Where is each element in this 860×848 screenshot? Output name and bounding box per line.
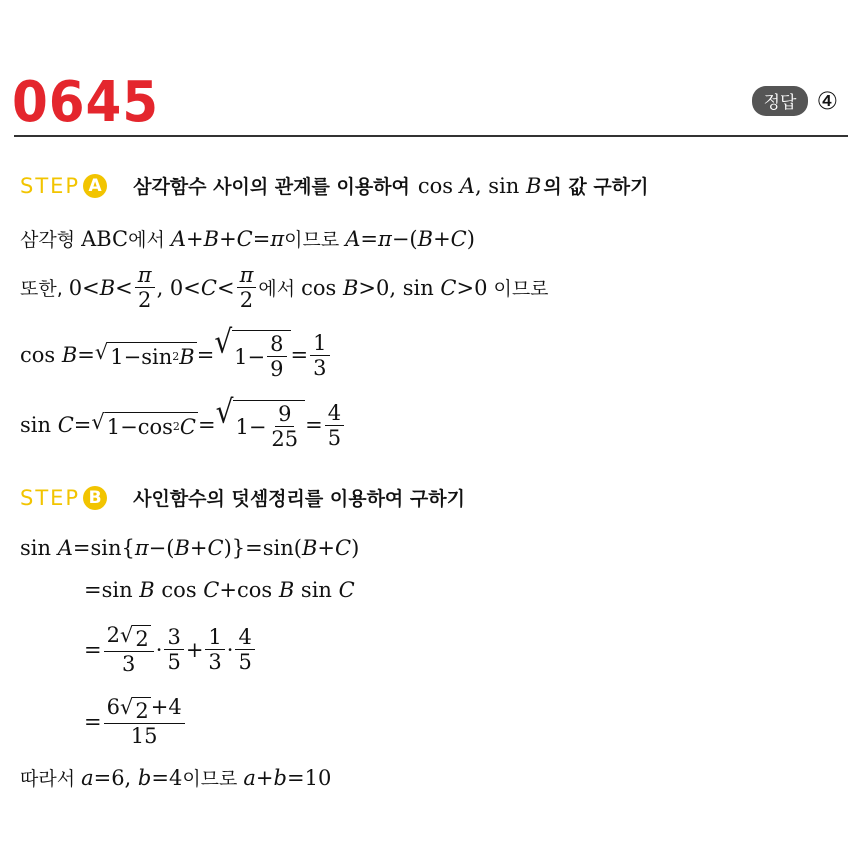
frac-pi-over-2: $\frac{\pi}{2}$ bbox=[237, 264, 257, 311]
line-triangle-sum bbox=[20, 225, 475, 252]
text-imeuro: 이므로 bbox=[182, 768, 238, 790]
step-b-badge: B bbox=[83, 486, 107, 510]
eq-sin-a-2: =sin B cos C+cos B sin C bbox=[84, 578, 355, 602]
answer-box bbox=[752, 86, 838, 116]
math-abc: ABC bbox=[81, 226, 129, 251]
step-a-title: 삼각함수 사이의 관계를 이용하여 bbox=[133, 176, 410, 198]
eq-sin-a-1: sin A=sin{π−(B+C)}=sin(B+C) bbox=[20, 536, 360, 560]
math-a-b-values: a=6, b=4 bbox=[81, 765, 183, 790]
eq-cos-b: cos B= √ 1−sin 2 B = √ 1− $\frac{8}{9}$ = $\frac{1}{3}$ bbox=[20, 330, 332, 380]
step-a-label: STEP bbox=[20, 173, 81, 198]
text-triangle: 삼각형 bbox=[20, 229, 76, 251]
eq-sin-c: sin C= √ 1−cos 2 C = √ 1− $\frac{9}{25}$ = $\frac{4}{5}$ bbox=[20, 400, 346, 450]
math-signs: cos B>0, sin C>0 bbox=[301, 275, 488, 300]
math-range-c: , 0<C< bbox=[156, 275, 235, 300]
math-final-sum: a+b=10 bbox=[243, 765, 332, 790]
text-eseo: 에서 bbox=[258, 278, 296, 301]
problem-number: 0645 bbox=[12, 70, 160, 135]
step-a-badge: A bbox=[83, 174, 107, 198]
text-eseo: 에서 bbox=[128, 229, 165, 251]
text-ttohan: 또한, bbox=[20, 278, 63, 301]
text-imeuro: 이므로 bbox=[493, 278, 549, 301]
line-ranges bbox=[20, 264, 549, 311]
step-a-title-tail: 의 값 구하기 bbox=[543, 176, 649, 198]
answer-label: 정답 bbox=[752, 86, 809, 116]
step-b-header bbox=[20, 484, 465, 511]
step-b-label: STEP bbox=[20, 485, 81, 510]
step-a-header bbox=[20, 172, 648, 199]
header-divider bbox=[14, 135, 848, 137]
eq-sin-a-4: = 6 √ 2 +4 15 bbox=[84, 696, 187, 747]
text-ttaraseo: 따라서 bbox=[20, 768, 76, 790]
step-a-title-math: cos A, sin B bbox=[417, 173, 542, 198]
math-a-expression: A=π−(B+C) bbox=[345, 226, 475, 251]
math-range-b: 0<B< bbox=[68, 275, 133, 300]
frac-pi-over-2: $\frac{\pi}{2}$ bbox=[135, 264, 155, 311]
math-angle-sum: A+B+C=π bbox=[170, 226, 285, 251]
line-conclusion bbox=[20, 764, 331, 791]
answer-value: ④ bbox=[816, 87, 838, 115]
eq-sin-a-3: = 2 √ 2 3 · $\frac{3}{5}$ + $\frac{1}{3}$ · $\frac{4}{5}$ bbox=[84, 624, 257, 675]
text-imeuro: 이므로 bbox=[284, 229, 340, 251]
step-b-title: 사인함수의 덧셈정리를 이용하여 구하기 bbox=[133, 488, 465, 510]
